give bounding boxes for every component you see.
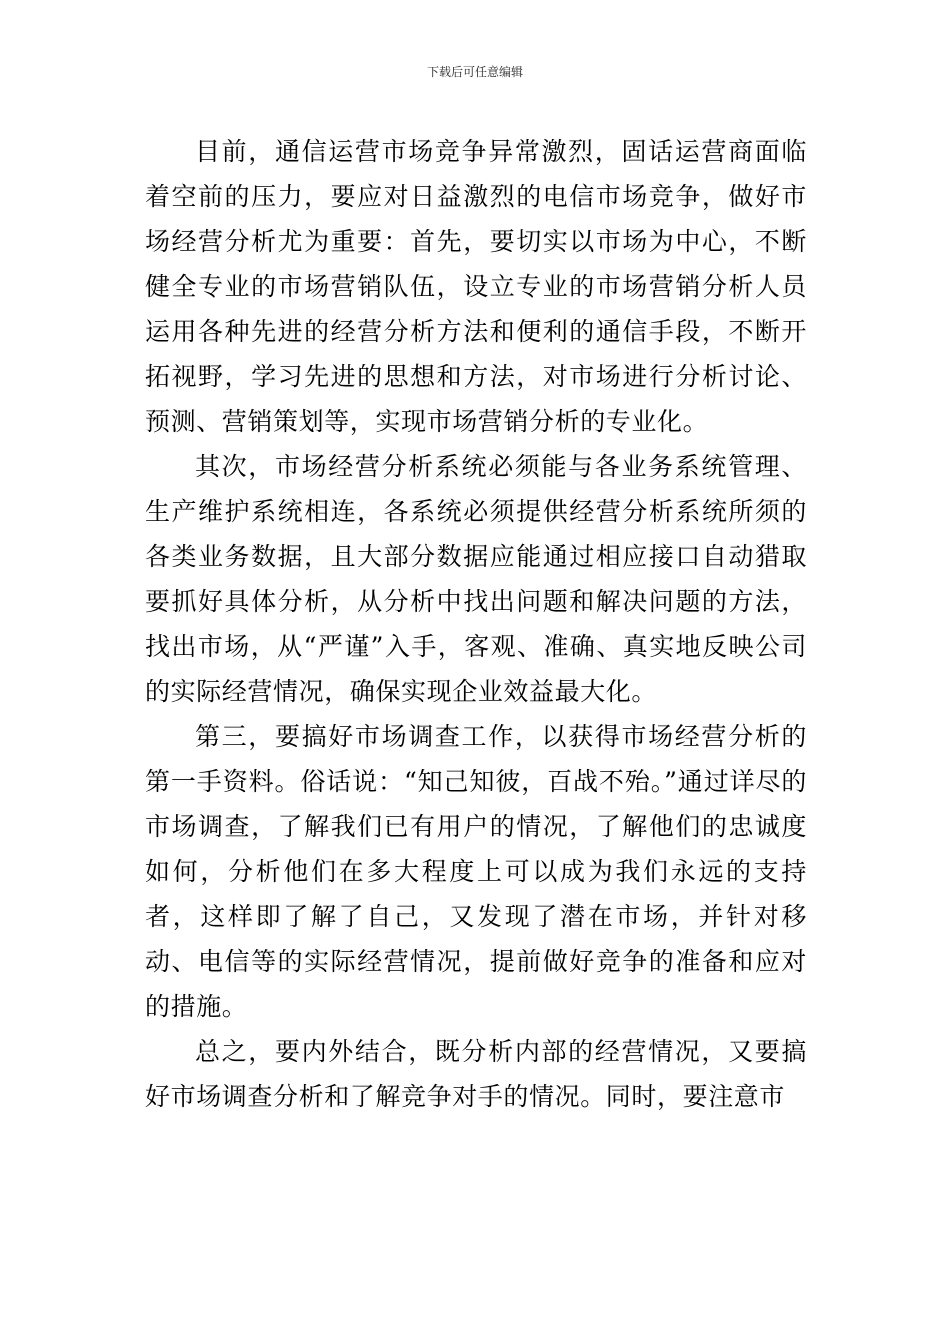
document-body <box>145 129 807 1119</box>
paragraph-third: 第三，要搞好市场调查工作，以获得市场经营分析的第一手资料。俗话说：“知己知彼，百战不殆。”通过详尽的市场调查，了解我们已有用户的情况，了解他们的忠诚度如何，分析他们在多大程度上可以成为我们永远的支持者，这样即了解了自己，又发现了潜在市场，并针对移动、电信等的实际经营情况，提前做好竞争的准备和应对的措施。 <box>145 722 807 1021</box>
paragraph-summary: 总之，要内外结合，既分析内部的经营情况，又要搞好市场调查分析和了解竞争对手的情况。同时，要注意市 <box>145 1037 807 1111</box>
paragraph-second: 其次，市场经营分析系统必须能与各业务系统管理、生产维护系统相连，各系统必须提供经营分析系统所须的各类业务数据，且大部分数据应能通过相应接口自动猎取要抓好具体分析，从分析中找出问题和解决问题的方法，找出市场，从“严谨”入手，客观、准确、真实地反映公司的实际经营情况，确保实现企业效益最大化。 <box>145 452 807 706</box>
page-header-note: 下载后可任意编辑 <box>426 65 523 79</box>
paragraph-current-situation: 目前，通信运营市场竞争异常激烈，固话运营商面临着空前的压力，要应对日益激烈的电信市场竞争，做好市场经营分析尤为重要：首先，要切实以市场为中心，不断健全专业的市场营销队伍，设立专业的市场营销分析人员运用各种先进的经营分析方法和便利的通信手段，不断开拓视野，学习先进的思想和方法，对市场进行分析讨论、预测、营销策划等，实现市场营销分析的专业化。 <box>145 137 807 436</box>
